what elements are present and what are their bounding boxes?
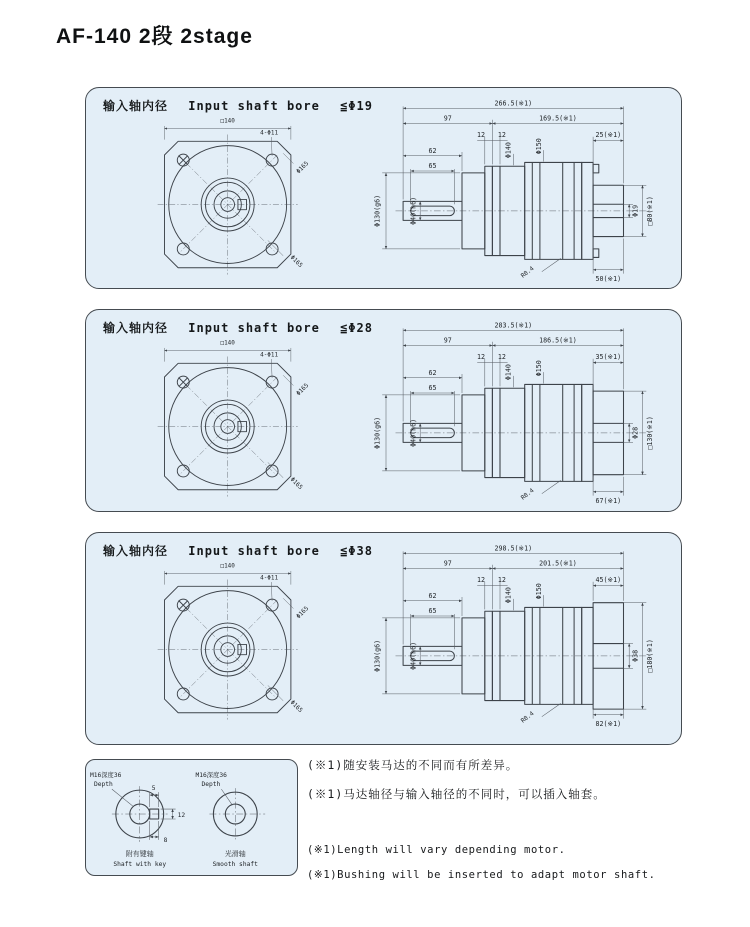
dim-square: □140 <box>220 562 235 570</box>
dim-rear-length: 186.5(※1) <box>539 336 577 345</box>
dim-bolt-circle-lower: Φ165 <box>288 254 304 270</box>
dim-motor-flange: □180(※1) <box>646 639 654 673</box>
dim-dia140: Φ140 <box>504 587 513 604</box>
dim-motor-flange: □130(※1) <box>646 416 654 450</box>
panel-bore-28 <box>85 309 682 512</box>
header-label-cn: 输入轴内径 <box>103 544 169 558</box>
dim-key-top: 5 <box>151 785 156 793</box>
dim-dia40: Φ40(h6) <box>409 418 418 447</box>
dim-step2: 12 <box>497 130 506 139</box>
dim-65: 65 <box>428 384 437 393</box>
dim-input-bore: Φ19 <box>631 204 640 217</box>
centerlines <box>158 580 298 720</box>
dim-front-length: 97 <box>443 336 452 345</box>
dim-dia130: Φ130(g6) <box>373 639 382 672</box>
dim-62: 62 <box>428 591 437 600</box>
dim-bolt-circle-upper: Φ165 <box>295 382 311 398</box>
front-view-drawing <box>138 114 326 278</box>
footnote-cn-2: (※1)马达轴径与输入轴径的不同时，可以插入轴套。 <box>307 787 606 801</box>
header-bore-value: ≦Φ19 <box>340 99 373 113</box>
dim-step1: 12 <box>477 352 485 361</box>
dim-dia130: Φ130(g6) <box>373 194 382 227</box>
panel-bore-38 <box>85 532 682 745</box>
dim-65: 65 <box>428 162 437 171</box>
panel-header <box>103 319 373 336</box>
dim-holes: 4-Φ11 <box>260 351 279 359</box>
dim-key-bottom: 8 <box>163 836 168 844</box>
dim-holes: 4-Φ11 <box>260 574 279 582</box>
dim-total-length: 298.5(※1) <box>494 544 533 553</box>
dim-total-length: 283.5(※1) <box>494 321 533 330</box>
tap-callout-cn-left: M16深度36 <box>89 772 122 780</box>
shaft-sections <box>116 790 257 838</box>
footnote-en-2: (※1)Bushing will be inserted to adapt motor shaft. <box>307 869 656 881</box>
shaft-detail-drawing <box>86 764 297 872</box>
panel-header <box>103 97 373 114</box>
centerlines <box>158 357 298 497</box>
dim-bottom-length: 82(※1) <box>595 720 622 729</box>
centerlines <box>112 786 265 842</box>
dim-62: 62 <box>428 146 437 155</box>
dim-rear-length: 201.5(※1) <box>539 559 577 568</box>
side-view-drawing <box>348 95 662 285</box>
dim-rear-length: 169.5(※1) <box>539 114 577 123</box>
footnotes <box>307 757 727 894</box>
dim-square: □140 <box>220 117 235 125</box>
dim-adapter-length: 25(※1) <box>595 130 622 139</box>
dim-dia140: Φ140 <box>504 364 513 381</box>
caption-shaft-with-key-cn: 附有键轴 <box>125 849 154 858</box>
dim-bottom-length: 67(※1) <box>595 497 622 506</box>
side-view-drawing <box>348 540 662 730</box>
dim-key-width: 12 <box>177 812 186 820</box>
tap-callout-cn-right: M16深度36 <box>195 772 227 780</box>
dim-bolt-circle-upper: Φ165 <box>295 605 311 621</box>
dim-input-bore: Φ28 <box>631 426 640 439</box>
caption-shaft-with-key-en: Shaft with key <box>113 860 167 868</box>
dim-step2: 12 <box>497 575 506 584</box>
dim-step1: 12 <box>477 575 485 584</box>
front-view-drawing <box>138 336 326 500</box>
dim-fillet: R0.4 <box>519 710 536 725</box>
dim-step1: 12 <box>477 130 485 139</box>
dim-dia150: Φ150 <box>534 138 543 155</box>
dim-front-length: 97 <box>443 559 452 568</box>
dim-62: 62 <box>428 368 437 377</box>
dim-bottom-length: 50(※1) <box>595 275 622 284</box>
panel-header <box>103 542 373 559</box>
dim-adapter-length: 45(※1) <box>595 575 622 584</box>
header-label-cn: 输入轴内径 <box>103 99 169 113</box>
dim-65: 65 <box>428 607 437 616</box>
footnote-gap <box>307 815 727 844</box>
page-title: AF-140 2段 2stage <box>56 25 253 48</box>
tap-callout-en-left: Depth <box>93 781 113 789</box>
centerlines <box>158 135 298 275</box>
header-label-en: Input shaft bore <box>188 544 320 558</box>
dim-motor-flange: □80(※1) <box>646 196 654 226</box>
caption-smooth-shaft-en: Smooth shaft <box>212 860 258 868</box>
dim-bolt-circle-upper: Φ165 <box>295 160 311 176</box>
header-label-en: Input shaft bore <box>188 321 320 335</box>
caption-smooth-shaft-cn: 光滑轴 <box>224 849 246 858</box>
dim-dia130: Φ130(g6) <box>373 416 382 449</box>
dim-fillet: R0.4 <box>519 487 536 502</box>
dim-bolt-circle-lower: Φ165 <box>288 476 304 492</box>
dim-holes: 4-Φ11 <box>260 129 279 137</box>
dim-step2: 12 <box>497 352 506 361</box>
dim-adapter-length: 35(※1) <box>595 352 622 361</box>
dim-fillet: R0.4 <box>519 265 536 280</box>
dim-dia40: Φ40(h6) <box>409 641 418 670</box>
front-view-drawing <box>138 559 326 723</box>
dim-bolt-circle-lower: Φ165 <box>288 699 304 715</box>
dim-dia40: Φ40(h6) <box>409 196 418 225</box>
side-view-drawing <box>348 317 662 507</box>
footnote-cn-1: (※1)随安装马达的不同而有所差异。 <box>307 758 519 772</box>
dim-dia150: Φ150 <box>534 583 543 600</box>
footnote-en-1: (※1)Length will vary depending motor. <box>307 844 566 856</box>
panel-bore-19 <box>85 87 682 289</box>
dim-front-length: 97 <box>443 114 452 123</box>
dim-total-length: 266.5(※1) <box>494 99 533 108</box>
header-bore-value: ≦Φ28 <box>340 321 373 335</box>
dim-square: □140 <box>220 339 235 347</box>
tap-callout-en-right: Depth <box>201 781 221 789</box>
dim-dia140: Φ140 <box>504 142 513 159</box>
header-bore-value: ≦Φ38 <box>340 544 373 558</box>
header-label-cn: 输入轴内径 <box>103 321 169 335</box>
shaft-detail-panel <box>85 759 298 876</box>
dim-dia150: Φ150 <box>534 360 543 377</box>
header-label-en: Input shaft bore <box>188 99 320 113</box>
dim-input-bore: Φ38 <box>631 649 640 662</box>
